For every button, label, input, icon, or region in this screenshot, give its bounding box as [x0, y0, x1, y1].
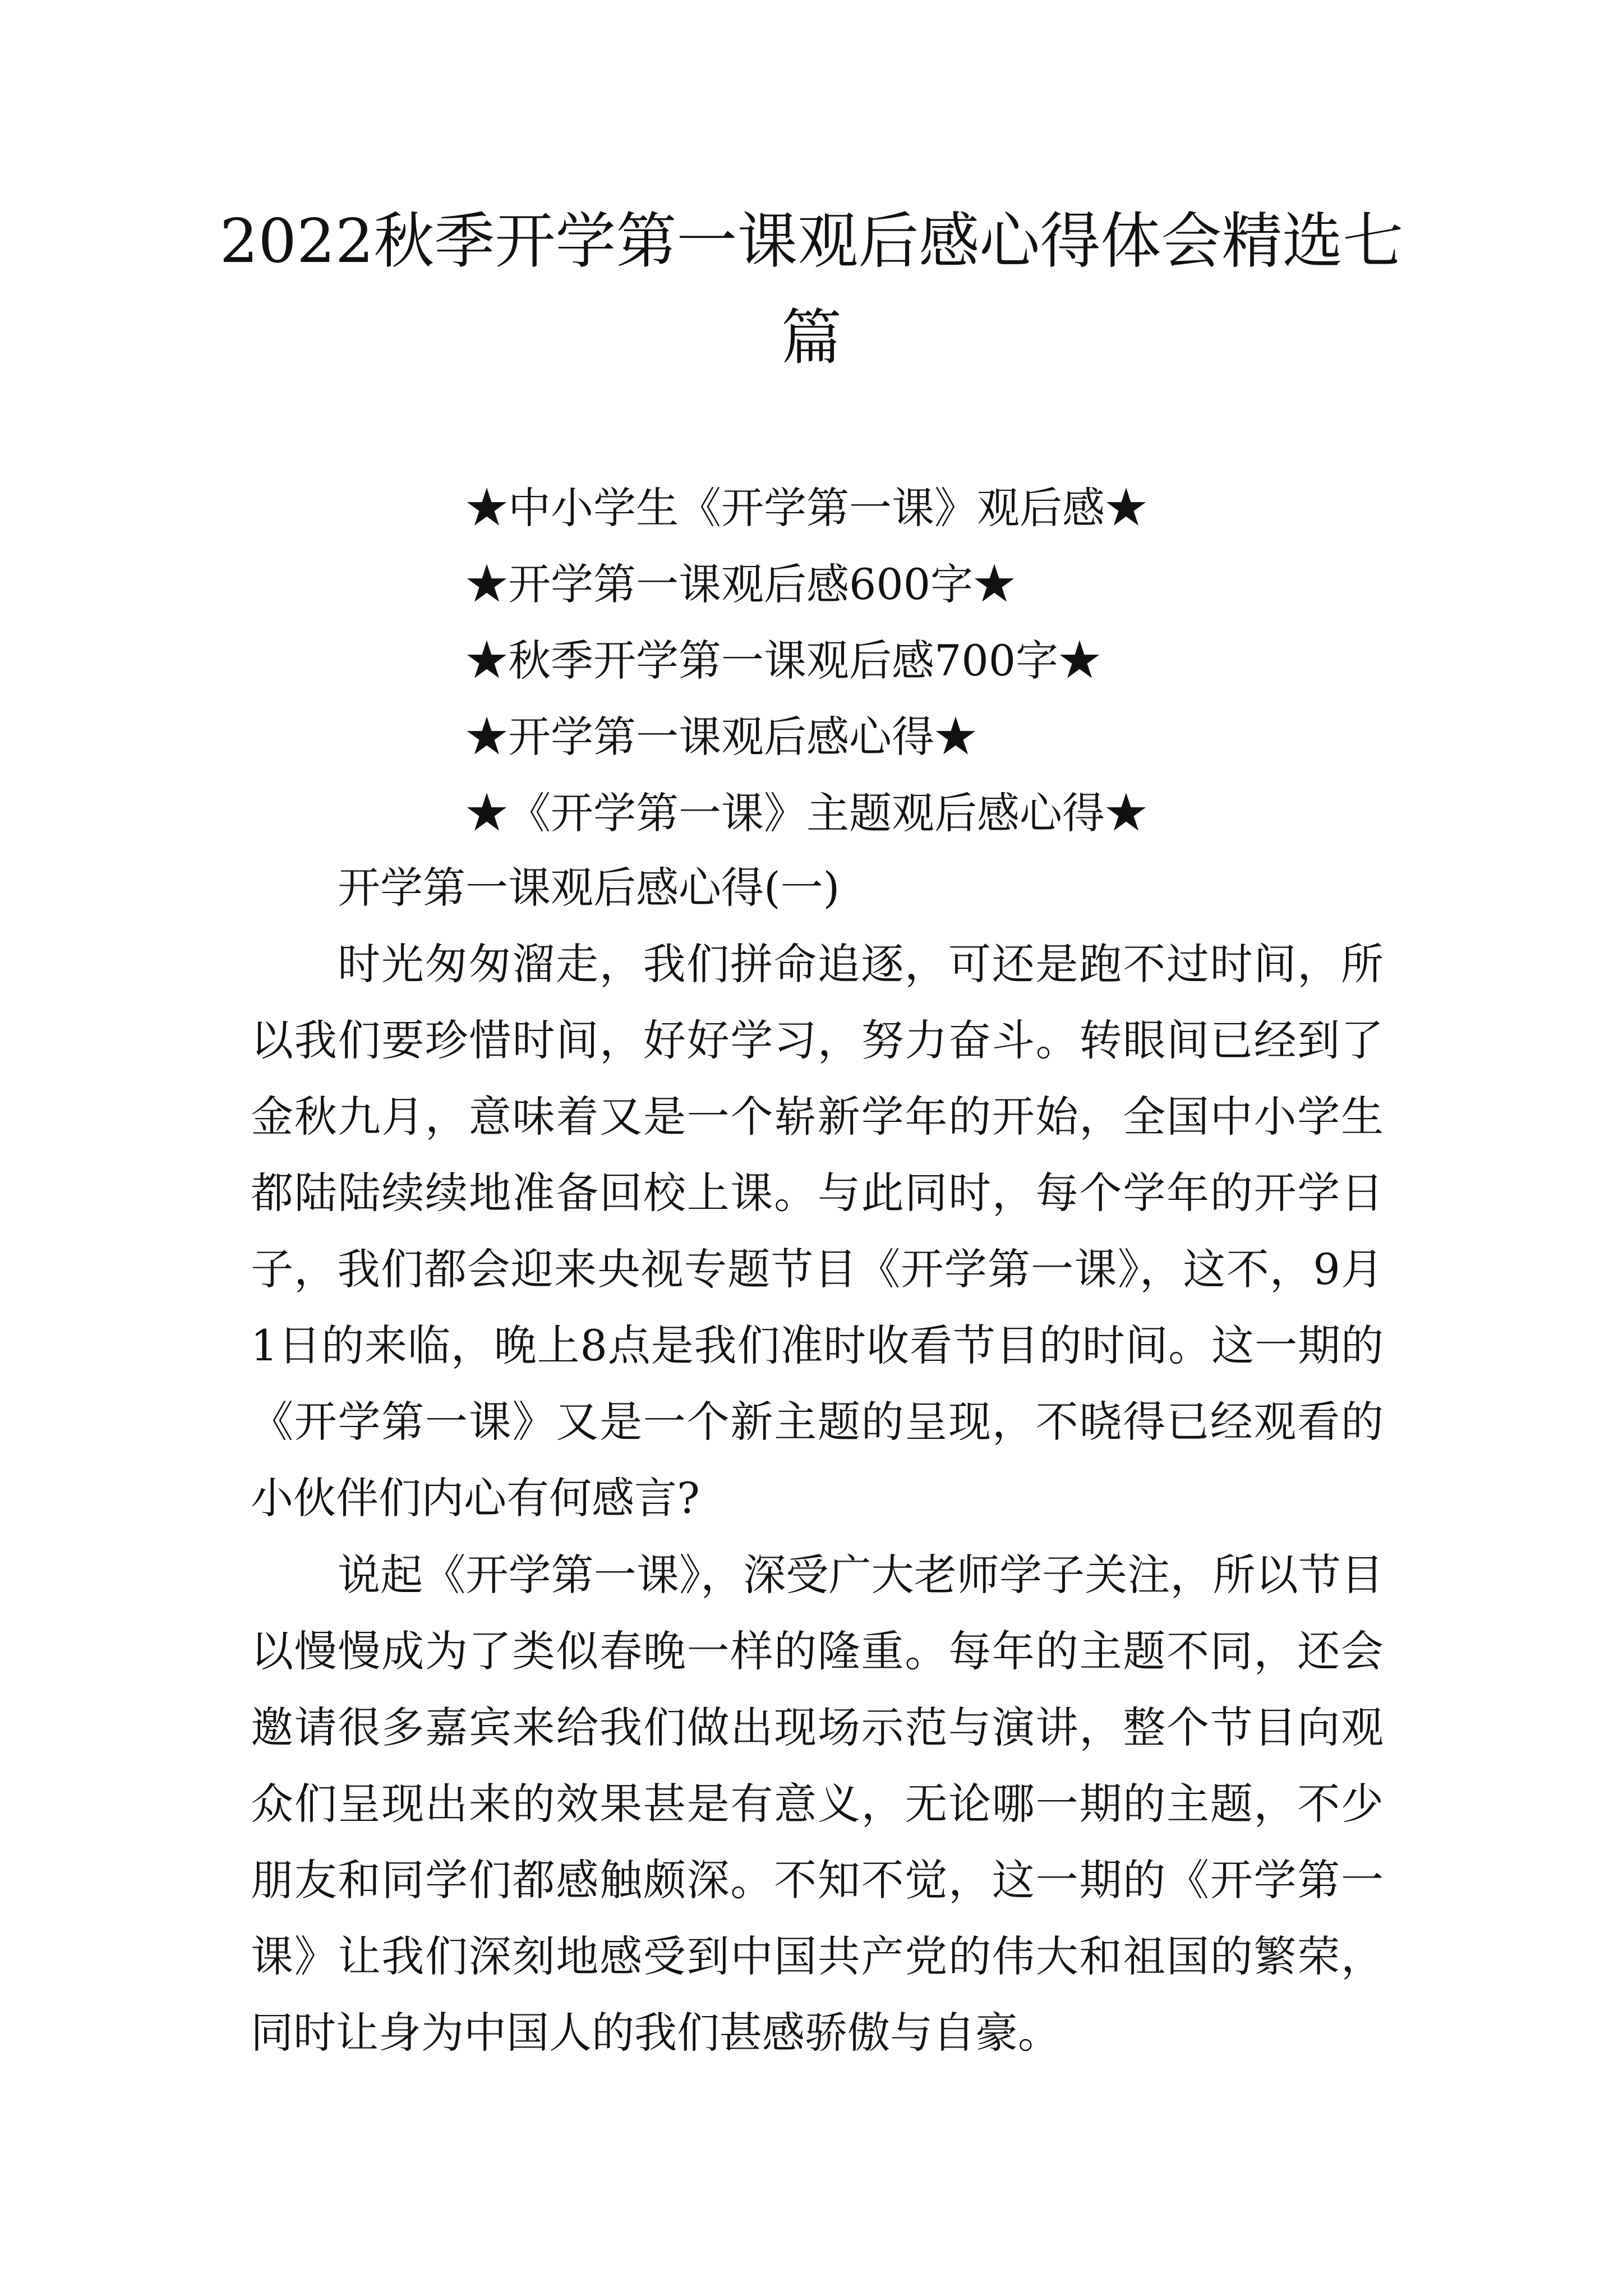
toc-item: ★开学第一课观后感心得★: [465, 712, 977, 762]
section-heading: 开学第一课观后感心得(一): [338, 863, 840, 913]
table-of-contents: [465, 470, 1531, 852]
toc-item: ★秋季开学第一课观后感700字★: [465, 636, 1101, 685]
toc-item: ★开学第一课观后感600字★: [465, 559, 1016, 609]
body-paragraph: 时光匆匆溜走，我们拼命追逐，可还是跑不过时间，所以我们要珍惜时间，好好学习，努力奋斗。转眼间已经到了金秋九月，意味着又是一个崭新学年的开始，全国中小学生都陆陆续续地准备回校上课。与此同时，每个学年的开学日子，我们都会迎来央视专题节目《开学第一课》，这不，9月1日的来临，晚上8点是我们准时收看节目的时间。这一期的《开学第一课》又是一个新主题的呈现，不晓得已经观看的小伙伴们内心有何感言?: [251, 939, 1384, 1523]
document-title: 2022秋季开学第一课观后感心得体会精选七篇: [219, 206, 1404, 373]
toc-item: ★中小学生《开学第一课》观后感★: [465, 483, 1147, 533]
body-paragraph: 说起《开学第一课》，深受广大老师学子关注，所以节目以慢慢成为了类似春晚一样的隆重。每年的主题不同，还会邀请很多嘉宾来给我们做出现场示范与演讲，整个节目向观众们呈现出来的效果甚是有意义，无论哪一期的主题，不少朋友和同学们都感触颇深。不知不觉，这一期的《开学第一课》让我们深刻地感受到中国共产党的伟大和祖国的繁荣，同时让身为中国人的我们甚感骄傲与自豪。: [251, 1550, 1384, 2058]
toc-item: ★《开学第一课》主题观后感心得★: [465, 788, 1147, 838]
